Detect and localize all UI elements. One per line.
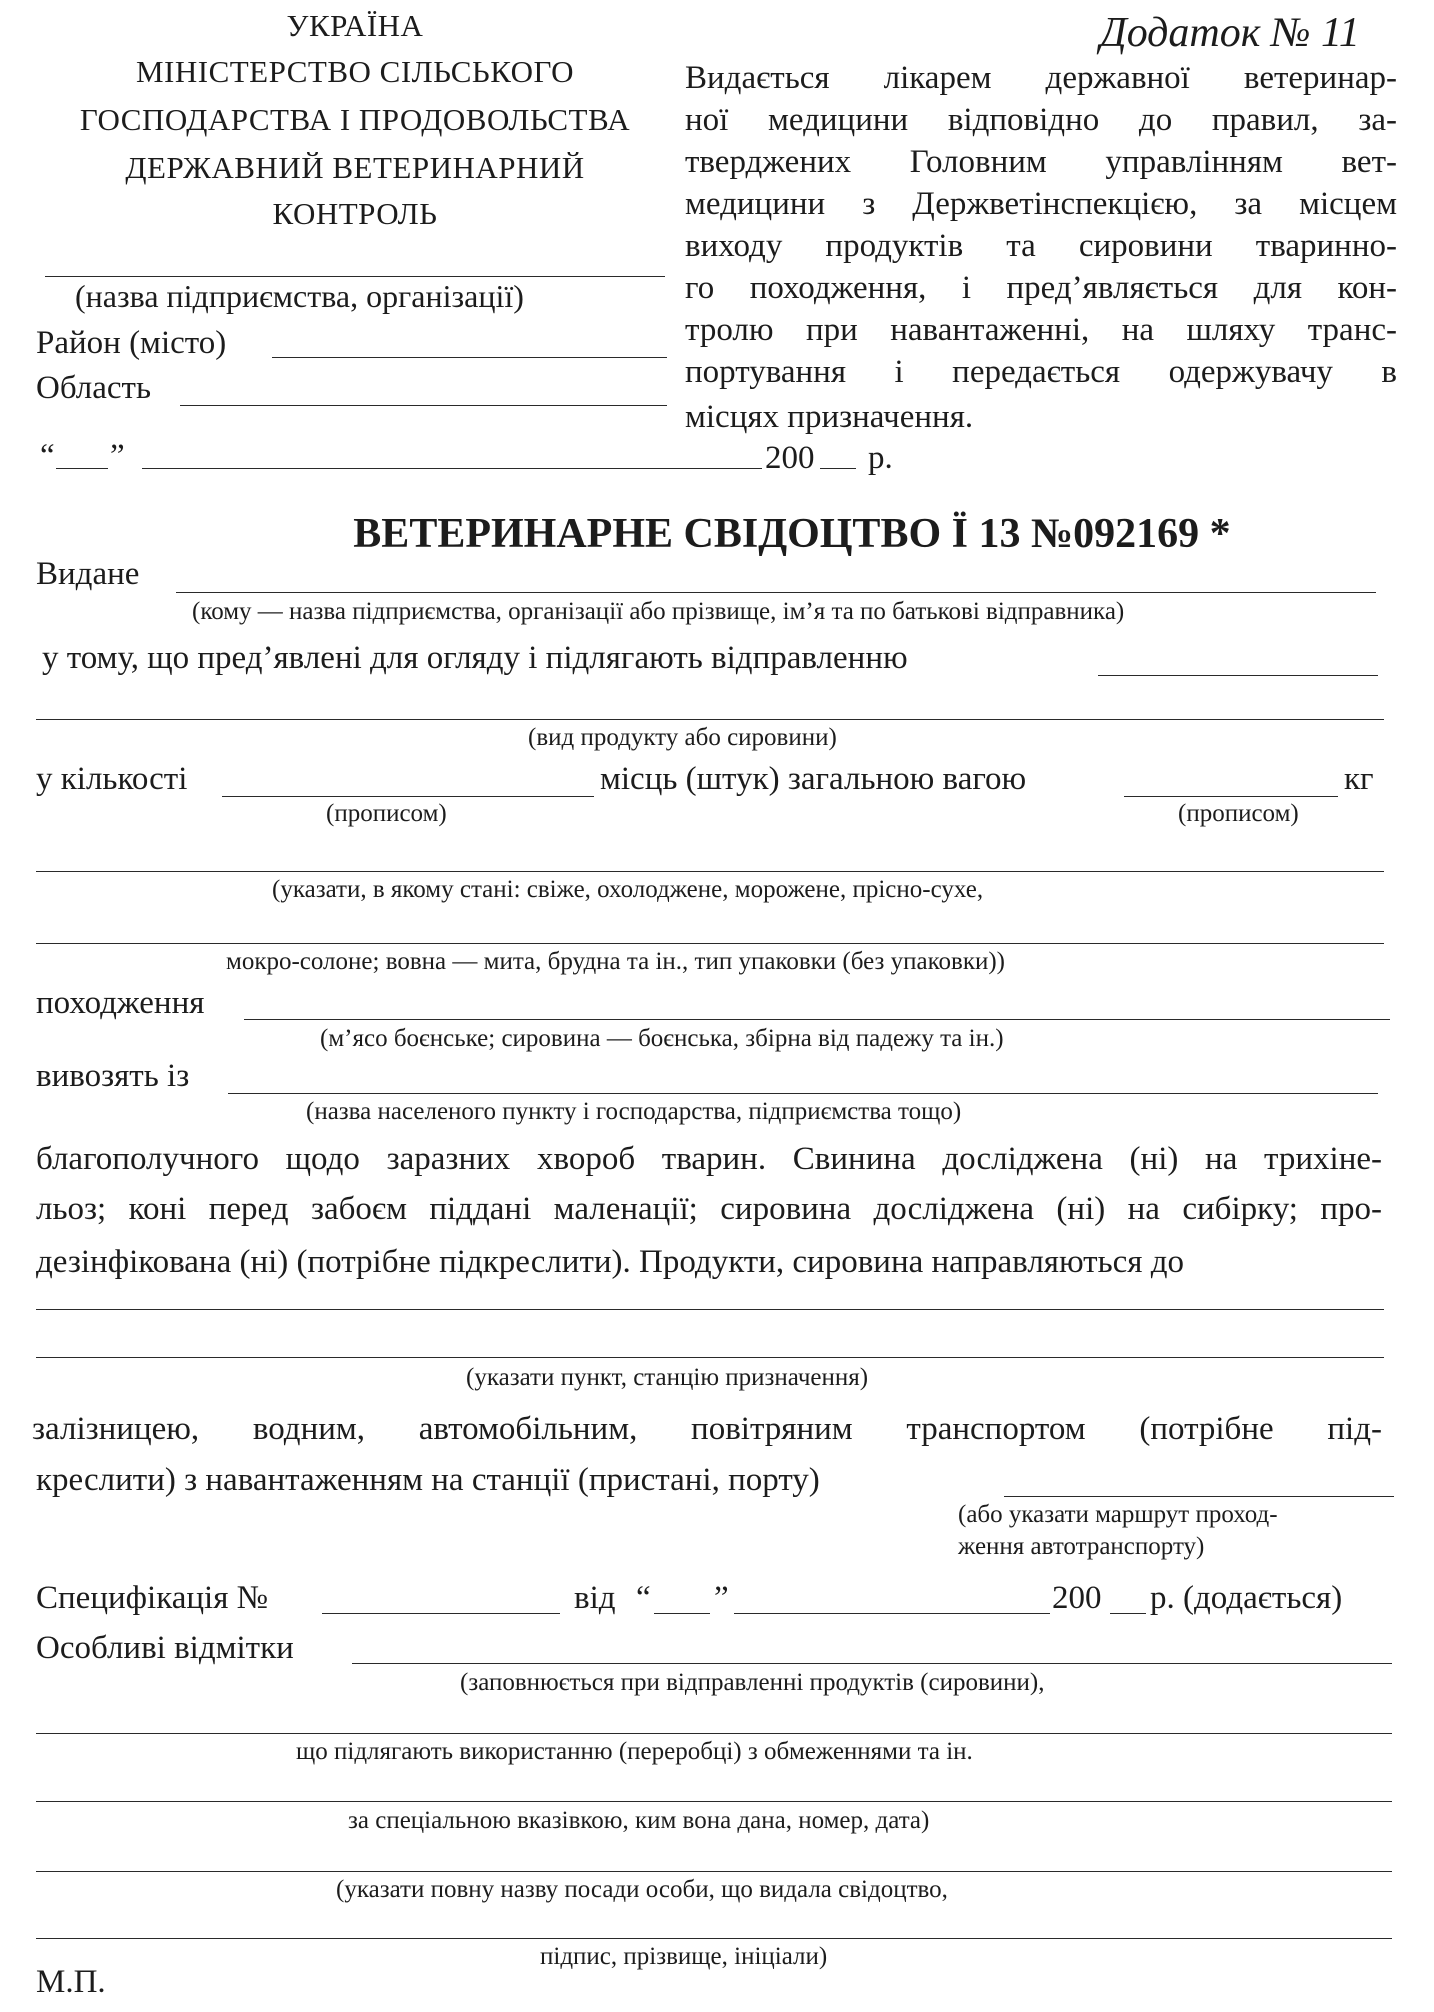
specification-day-field[interactable] [654, 1613, 710, 1614]
special-marks-field[interactable] [352, 1663, 1392, 1664]
control-name-2: КОНТРОЛЬ [272, 196, 438, 231]
notice-line: тверджених Головним управлінням вет- [685, 144, 1397, 180]
special-marks-hint-3: за спеціальною вказівкою, ким вона дана, номер, дата) [348, 1807, 930, 1834]
special-marks-hint-2: що підлягають використанню (переробці) з обмеженнями та ін. [296, 1738, 973, 1765]
body-line: дезінфікована (ні) (потрібне підкреслити). Продукти, сировина направляються до [36, 1244, 1185, 1280]
official-position-hint: (указати повну назву посади особи, що видала свідоцтво, [336, 1876, 948, 1903]
region-field[interactable] [180, 405, 667, 406]
specification-close-quote: ” [714, 1580, 729, 1616]
transport-line-1: залізницею, водним, автомобільним, повітряним транспортом (потрібне під- [32, 1411, 1382, 1447]
specification-number-field[interactable] [322, 1613, 560, 1614]
official-signature-field[interactable] [36, 1938, 1392, 1939]
special-marks-field-2[interactable] [36, 1733, 1392, 1734]
district-field[interactable] [272, 357, 667, 358]
quantity-field[interactable] [222, 796, 594, 797]
ministry-name-2: ГОСПОДАРСТВА І ПРОДОВОЛЬСТВА [79, 102, 631, 137]
product-type-hint: (вид продукту або сировини) [528, 724, 837, 751]
state-hint-1: (указати, в якому стані: свіже, охолоджене, морожене, прісно-сухе, [272, 876, 984, 903]
notice-line: го походження, і пред’являється для кон- [685, 270, 1397, 306]
notice-line: Видається лікарем державної ветеринар- [685, 60, 1397, 96]
date-close-quote: ” [110, 438, 125, 474]
destination-field-2[interactable] [36, 1357, 1384, 1358]
origin-label: походження [36, 985, 205, 1021]
destination-field-1[interactable] [36, 1309, 1384, 1310]
state-hint-2: мокро-солоне; вовна — мита, брудна та ін., тип упаковки (без упаковки)) [226, 948, 1005, 975]
quantity-in-words-hint: (прописом) [326, 800, 447, 827]
country-name: УКРАЇНА [286, 8, 424, 43]
transport-line-2: креслити) з навантаженням на станції (пристані, порту) [36, 1462, 820, 1498]
state-field-2[interactable] [36, 943, 1384, 944]
date-year-prefix: 200 [765, 440, 815, 476]
export-from-hint: (назва населеного пункту і господарства, підприємства тощо) [306, 1098, 962, 1125]
issued-label: Видане [36, 556, 140, 592]
notice-line: ної медицини відповідно до правил, за- [685, 102, 1397, 138]
body-line: благополучного щодо заразних хвороб тварин. Свинина досліджена (ні) на трихіне- [36, 1141, 1382, 1177]
date-year-field[interactable] [820, 468, 856, 469]
notice-line: місцях призначення. [685, 399, 974, 435]
control-name-1: ДЕРЖАВНИЙ ВЕТЕРИНАРНИЙ [125, 150, 585, 185]
body-line: льоз; коні перед забоєм піддані маленації; сировина досліджена (ні) на сибірку; про- [36, 1191, 1382, 1227]
loading-station-field[interactable] [1004, 1496, 1394, 1497]
special-marks-label: Особливі відмітки [36, 1630, 294, 1666]
specification-label: Специфікація № [36, 1580, 269, 1616]
issued-to-hint: (кому — назва підприємства, організації або прізвище, ім’я та по батькові відправника) [192, 598, 1125, 625]
region-label: Область [36, 370, 152, 406]
specification-from-label: від [574, 1580, 616, 1616]
notice-line: медицини з Держветінспекцією, за місцем [685, 186, 1397, 222]
organization-name-hint: (назва підприємства, організації) [75, 278, 524, 314]
state-field-1[interactable] [36, 871, 1384, 872]
route-hint-2: ження автотранспорту) [958, 1533, 1205, 1560]
specification-year-suffix: р. (додається) [1150, 1580, 1343, 1616]
weight-in-words-hint: (прописом) [1178, 800, 1299, 827]
route-hint-1: (або указати маршрут проход- [958, 1501, 1278, 1528]
notice-line: портування і передається одержувачу в [685, 354, 1397, 390]
presented-label: у тому, що пред’явлені для огляду і підлягають відправленню [42, 640, 908, 676]
product-type-field[interactable] [36, 719, 1384, 720]
organization-name-line[interactable] [45, 276, 665, 277]
origin-hint: (м’ясо боєнське; сировина — боєнська, збірна від падежу та ін.) [320, 1025, 1004, 1052]
export-from-field[interactable] [228, 1093, 1378, 1094]
date-day-field[interactable] [56, 468, 108, 469]
certificate-title: ВЕТЕРИНАРНЕ СВІДОЦТВО Ї 13 №092169 * [353, 511, 1231, 557]
presented-field[interactable] [1098, 675, 1378, 676]
specification-year-field[interactable] [1110, 1613, 1146, 1614]
official-signature-hint: підпис, прізвище, ініціали) [540, 1943, 828, 1970]
appendix-number: Додаток № 11 [1100, 10, 1360, 56]
weight-field[interactable] [1124, 796, 1338, 797]
date-open-quote: “ [40, 438, 55, 474]
district-label: Район (місто) [36, 325, 227, 361]
specification-month-field[interactable] [734, 1613, 1050, 1614]
specification-year-prefix: 200 [1052, 1580, 1102, 1616]
places-label: місць (штук) загальною вагою [600, 761, 1027, 797]
kg-label: кг [1344, 761, 1374, 797]
seal-place: М.П. [36, 1964, 106, 2000]
date-month-field[interactable] [142, 468, 762, 469]
official-position-field[interactable] [36, 1871, 1392, 1872]
date-year-suffix: р. [868, 440, 893, 476]
special-marks-field-3[interactable] [36, 1801, 1392, 1802]
special-marks-hint-1: (заповнюється при відправленні продуктів (сировини), [460, 1669, 1045, 1696]
origin-field[interactable] [244, 1019, 1390, 1020]
quantity-label: у кількості [36, 761, 188, 797]
export-from-label: вивозять із [36, 1058, 190, 1094]
ministry-name-1: МІНІСТЕРСТВО СІЛЬСЬКОГО [135, 54, 575, 89]
notice-line: виходу продуктів та сировини тваринно- [685, 228, 1397, 264]
specification-open-quote: “ [636, 1580, 651, 1616]
notice-line: тролю при навантаженні, на шляху транс- [685, 312, 1397, 348]
destination-hint: (указати пункт, станцію призначення) [466, 1364, 869, 1391]
issued-to-field[interactable] [176, 592, 1376, 593]
